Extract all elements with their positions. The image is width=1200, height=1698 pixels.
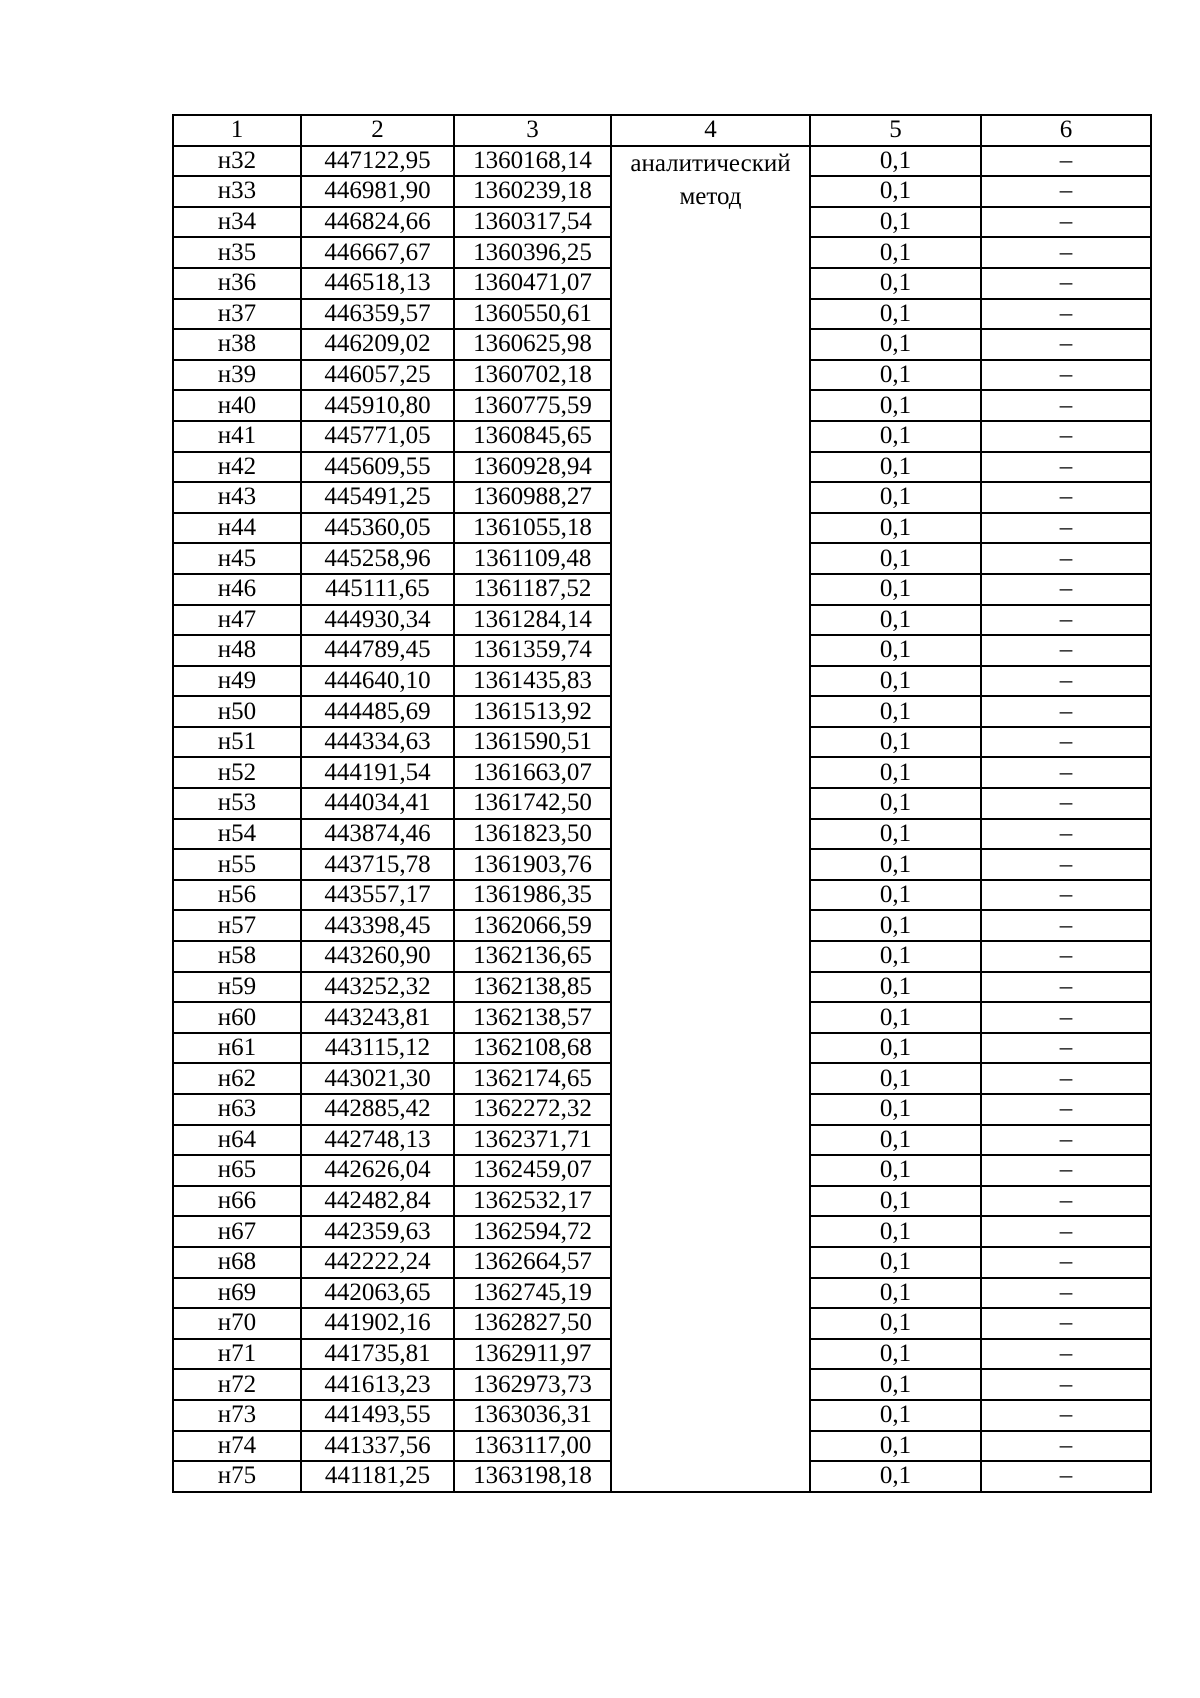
point-id-cell: н33 (173, 176, 301, 207)
y-coordinate-cell: 1362827,50 (454, 1308, 611, 1339)
precision-cell: 0,1 (810, 1339, 981, 1370)
point-id-cell: н62 (173, 1063, 301, 1094)
point-id-cell: н42 (173, 452, 301, 483)
y-coordinate-cell: 1362459,07 (454, 1155, 611, 1186)
description-cell: – (981, 666, 1151, 697)
precision-cell: 0,1 (810, 666, 981, 697)
y-coordinate-cell: 1360845,65 (454, 421, 611, 452)
description-cell: – (981, 329, 1151, 360)
precision-cell: 0,1 (810, 1094, 981, 1125)
point-id-cell: н72 (173, 1369, 301, 1400)
coordinates-table (172, 114, 1152, 1493)
x-coordinate-cell: 444191,54 (301, 757, 454, 788)
precision-cell: 0,1 (810, 1216, 981, 1247)
description-cell: – (981, 1400, 1151, 1431)
description-cell: – (981, 421, 1151, 452)
y-coordinate-cell: 1362371,71 (454, 1125, 611, 1156)
y-coordinate-cell: 1362108,68 (454, 1033, 611, 1064)
description-cell: – (981, 1002, 1151, 1033)
x-coordinate-cell: 442359,63 (301, 1216, 454, 1247)
x-coordinate-cell: 447122,95 (301, 146, 454, 177)
point-id-cell: н55 (173, 849, 301, 880)
point-id-cell: н68 (173, 1247, 301, 1278)
x-coordinate-cell: 444930,34 (301, 605, 454, 636)
point-id-cell: н48 (173, 635, 301, 666)
point-id-cell: н56 (173, 880, 301, 911)
description-cell: – (981, 1063, 1151, 1094)
precision-cell: 0,1 (810, 910, 981, 941)
x-coordinate-cell: 443874,46 (301, 819, 454, 850)
x-coordinate-cell: 441902,16 (301, 1308, 454, 1339)
point-id-cell: н54 (173, 819, 301, 850)
x-coordinate-cell: 441735,81 (301, 1339, 454, 1370)
x-coordinate-cell: 441181,25 (301, 1461, 454, 1492)
y-coordinate-cell: 1360928,94 (454, 452, 611, 483)
description-cell: – (981, 1125, 1151, 1156)
y-coordinate-cell: 1362911,97 (454, 1339, 611, 1370)
point-id-cell: н51 (173, 727, 301, 758)
description-cell: – (981, 1094, 1151, 1125)
precision-cell: 0,1 (810, 146, 981, 177)
description-cell: – (981, 605, 1151, 636)
precision-cell: 0,1 (810, 696, 981, 727)
precision-cell: 0,1 (810, 1125, 981, 1156)
point-id-cell: н70 (173, 1308, 301, 1339)
precision-cell: 0,1 (810, 452, 981, 483)
y-coordinate-cell: 1361513,92 (454, 696, 611, 727)
y-coordinate-cell: 1361284,14 (454, 605, 611, 636)
y-coordinate-cell: 1361109,48 (454, 543, 611, 574)
y-coordinate-cell: 1360396,25 (454, 237, 611, 268)
precision-cell: 0,1 (810, 788, 981, 819)
x-coordinate-cell: 443260,90 (301, 941, 454, 972)
method-label-line1: аналитический (630, 149, 791, 177)
point-id-cell: н32 (173, 146, 301, 177)
x-coordinate-cell: 442063,65 (301, 1278, 454, 1309)
header-cell-6: 6 (981, 115, 1151, 146)
point-id-cell: н45 (173, 543, 301, 574)
table-row (173, 146, 1151, 177)
description-cell: – (981, 972, 1151, 1003)
x-coordinate-cell: 443398,45 (301, 910, 454, 941)
description-cell: – (981, 1461, 1151, 1492)
description-cell: – (981, 1339, 1151, 1370)
point-id-cell: н46 (173, 574, 301, 605)
precision-cell: 0,1 (810, 1461, 981, 1492)
description-cell: – (981, 513, 1151, 544)
y-coordinate-cell: 1362136,65 (454, 941, 611, 972)
x-coordinate-cell: 441613,23 (301, 1369, 454, 1400)
header-cell-1: 1 (173, 115, 301, 146)
point-id-cell: н71 (173, 1339, 301, 1370)
x-coordinate-cell: 446824,66 (301, 207, 454, 238)
description-cell: – (981, 1308, 1151, 1339)
x-coordinate-cell: 446057,25 (301, 360, 454, 391)
description-cell: – (981, 910, 1151, 941)
description-cell: – (981, 268, 1151, 299)
x-coordinate-cell: 444334,63 (301, 727, 454, 758)
header-cell-2: 2 (301, 115, 454, 146)
point-id-cell: н34 (173, 207, 301, 238)
point-id-cell: н50 (173, 696, 301, 727)
precision-cell: 0,1 (810, 757, 981, 788)
precision-cell: 0,1 (810, 1308, 981, 1339)
x-coordinate-cell: 443243,81 (301, 1002, 454, 1033)
method-cell (611, 146, 810, 1492)
precision-cell: 0,1 (810, 268, 981, 299)
point-id-cell: н41 (173, 421, 301, 452)
x-coordinate-cell: 445771,05 (301, 421, 454, 452)
x-coordinate-cell: 443715,78 (301, 849, 454, 880)
x-coordinate-cell: 444789,45 (301, 635, 454, 666)
point-id-cell: н60 (173, 1002, 301, 1033)
y-coordinate-cell: 1361663,07 (454, 757, 611, 788)
description-cell: – (981, 696, 1151, 727)
x-coordinate-cell: 442482,84 (301, 1186, 454, 1217)
y-coordinate-cell: 1361435,83 (454, 666, 611, 697)
y-coordinate-cell: 1361359,74 (454, 635, 611, 666)
precision-cell: 0,1 (810, 635, 981, 666)
y-coordinate-cell: 1360239,18 (454, 176, 611, 207)
point-id-cell: н44 (173, 513, 301, 544)
point-id-cell: н53 (173, 788, 301, 819)
description-cell: – (981, 543, 1151, 574)
description-cell: – (981, 1155, 1151, 1186)
header-row (173, 115, 1151, 146)
x-coordinate-cell: 445609,55 (301, 452, 454, 483)
precision-cell: 0,1 (810, 176, 981, 207)
description-cell: – (981, 574, 1151, 605)
precision-cell: 0,1 (810, 1002, 981, 1033)
point-id-cell: н61 (173, 1033, 301, 1064)
x-coordinate-cell: 442885,42 (301, 1094, 454, 1125)
precision-cell: 0,1 (810, 329, 981, 360)
description-cell: – (981, 390, 1151, 421)
description-cell: – (981, 1369, 1151, 1400)
description-cell: – (981, 757, 1151, 788)
point-id-cell: н63 (173, 1094, 301, 1125)
point-id-cell: н67 (173, 1216, 301, 1247)
point-id-cell: н36 (173, 268, 301, 299)
precision-cell: 0,1 (810, 1063, 981, 1094)
x-coordinate-cell: 443557,17 (301, 880, 454, 911)
x-coordinate-cell: 441493,55 (301, 1400, 454, 1431)
point-id-cell: н35 (173, 237, 301, 268)
y-coordinate-cell: 1362745,19 (454, 1278, 611, 1309)
description-cell: – (981, 1247, 1151, 1278)
precision-cell: 0,1 (810, 819, 981, 850)
y-coordinate-cell: 1363198,18 (454, 1461, 611, 1492)
y-coordinate-cell: 1361903,76 (454, 849, 611, 880)
description-cell: – (981, 727, 1151, 758)
y-coordinate-cell: 1362973,73 (454, 1369, 611, 1400)
y-coordinate-cell: 1361187,52 (454, 574, 611, 605)
description-cell: – (981, 819, 1151, 850)
precision-cell: 0,1 (810, 605, 981, 636)
precision-cell: 0,1 (810, 727, 981, 758)
precision-cell: 0,1 (810, 390, 981, 421)
precision-cell: 0,1 (810, 1155, 981, 1186)
y-coordinate-cell: 1360775,59 (454, 390, 611, 421)
precision-cell: 0,1 (810, 237, 981, 268)
point-id-cell: н69 (173, 1278, 301, 1309)
point-id-cell: н47 (173, 605, 301, 636)
y-coordinate-cell: 1362272,32 (454, 1094, 611, 1125)
x-coordinate-cell: 446981,90 (301, 176, 454, 207)
y-coordinate-cell: 1360988,27 (454, 482, 611, 513)
precision-cell: 0,1 (810, 1400, 981, 1431)
precision-cell: 0,1 (810, 421, 981, 452)
description-cell: – (981, 635, 1151, 666)
precision-cell: 0,1 (810, 972, 981, 1003)
precision-cell: 0,1 (810, 513, 981, 544)
point-id-cell: н57 (173, 910, 301, 941)
description-cell: – (981, 207, 1151, 238)
point-id-cell: н39 (173, 360, 301, 391)
x-coordinate-cell: 445910,80 (301, 390, 454, 421)
x-coordinate-cell: 446209,02 (301, 329, 454, 360)
x-coordinate-cell: 445111,65 (301, 574, 454, 605)
precision-cell: 0,1 (810, 207, 981, 238)
description-cell: – (981, 1216, 1151, 1247)
description-cell: – (981, 360, 1151, 391)
y-coordinate-cell: 1361823,50 (454, 819, 611, 850)
point-id-cell: н38 (173, 329, 301, 360)
point-id-cell: н66 (173, 1186, 301, 1217)
point-id-cell: н59 (173, 972, 301, 1003)
description-cell: – (981, 849, 1151, 880)
point-id-cell: н43 (173, 482, 301, 513)
description-cell: – (981, 1033, 1151, 1064)
table-body (173, 115, 1151, 1492)
x-coordinate-cell: 446518,13 (301, 268, 454, 299)
point-id-cell: н65 (173, 1155, 301, 1186)
x-coordinate-cell: 443021,30 (301, 1063, 454, 1094)
y-coordinate-cell: 1363036,31 (454, 1400, 611, 1431)
precision-cell: 0,1 (810, 360, 981, 391)
description-cell: – (981, 146, 1151, 177)
header-cell-3: 3 (454, 115, 611, 146)
y-coordinate-cell: 1362066,59 (454, 910, 611, 941)
precision-cell: 0,1 (810, 1278, 981, 1309)
x-coordinate-cell: 442626,04 (301, 1155, 454, 1186)
y-coordinate-cell: 1361590,51 (454, 727, 611, 758)
description-cell: – (981, 237, 1151, 268)
x-coordinate-cell: 443252,32 (301, 972, 454, 1003)
point-id-cell: н40 (173, 390, 301, 421)
description-cell: – (981, 1431, 1151, 1462)
method-label-line2: метод (679, 182, 742, 210)
point-id-cell: н37 (173, 299, 301, 330)
description-cell: – (981, 880, 1151, 911)
description-cell: – (981, 788, 1151, 819)
description-cell: – (981, 1186, 1151, 1217)
x-coordinate-cell: 442748,13 (301, 1125, 454, 1156)
description-cell: – (981, 482, 1151, 513)
precision-cell: 0,1 (810, 1186, 981, 1217)
point-id-cell: н75 (173, 1461, 301, 1492)
point-id-cell: н58 (173, 941, 301, 972)
point-id-cell: н73 (173, 1400, 301, 1431)
header-cell-5: 5 (810, 115, 981, 146)
precision-cell: 0,1 (810, 543, 981, 574)
description-cell: – (981, 299, 1151, 330)
x-coordinate-cell: 444640,10 (301, 666, 454, 697)
point-id-cell: н74 (173, 1431, 301, 1462)
precision-cell: 0,1 (810, 849, 981, 880)
x-coordinate-cell: 443115,12 (301, 1033, 454, 1064)
y-coordinate-cell: 1361986,35 (454, 880, 611, 911)
y-coordinate-cell: 1360168,14 (454, 146, 611, 177)
x-coordinate-cell: 444034,41 (301, 788, 454, 819)
description-cell: – (981, 1278, 1151, 1309)
precision-cell: 0,1 (810, 1247, 981, 1278)
precision-cell: 0,1 (810, 1033, 981, 1064)
precision-cell: 0,1 (810, 941, 981, 972)
point-id-cell: н52 (173, 757, 301, 788)
x-coordinate-cell: 445491,25 (301, 482, 454, 513)
description-cell: – (981, 941, 1151, 972)
precision-cell: 0,1 (810, 574, 981, 605)
y-coordinate-cell: 1360625,98 (454, 329, 611, 360)
x-coordinate-cell: 446359,57 (301, 299, 454, 330)
description-cell: – (981, 176, 1151, 207)
y-coordinate-cell: 1360550,61 (454, 299, 611, 330)
y-coordinate-cell: 1362532,17 (454, 1186, 611, 1217)
description-cell: – (981, 452, 1151, 483)
precision-cell: 0,1 (810, 482, 981, 513)
y-coordinate-cell: 1362138,57 (454, 1002, 611, 1033)
y-coordinate-cell: 1362138,85 (454, 972, 611, 1003)
y-coordinate-cell: 1361742,50 (454, 788, 611, 819)
point-id-cell: н64 (173, 1125, 301, 1156)
y-coordinate-cell: 1362174,65 (454, 1063, 611, 1094)
y-coordinate-cell: 1363117,00 (454, 1431, 611, 1462)
y-coordinate-cell: 1361055,18 (454, 513, 611, 544)
precision-cell: 0,1 (810, 1431, 981, 1462)
precision-cell: 0,1 (810, 1369, 981, 1400)
point-id-cell: н49 (173, 666, 301, 697)
x-coordinate-cell: 446667,67 (301, 237, 454, 268)
x-coordinate-cell: 441337,56 (301, 1431, 454, 1462)
x-coordinate-cell: 445360,05 (301, 513, 454, 544)
y-coordinate-cell: 1362594,72 (454, 1216, 611, 1247)
x-coordinate-cell: 442222,24 (301, 1247, 454, 1278)
y-coordinate-cell: 1360702,18 (454, 360, 611, 391)
header-cell-4: 4 (611, 115, 810, 146)
y-coordinate-cell: 1362664,57 (454, 1247, 611, 1278)
precision-cell: 0,1 (810, 299, 981, 330)
x-coordinate-cell: 444485,69 (301, 696, 454, 727)
x-coordinate-cell: 445258,96 (301, 543, 454, 574)
y-coordinate-cell: 1360471,07 (454, 268, 611, 299)
y-coordinate-cell: 1360317,54 (454, 207, 611, 238)
precision-cell: 0,1 (810, 880, 981, 911)
